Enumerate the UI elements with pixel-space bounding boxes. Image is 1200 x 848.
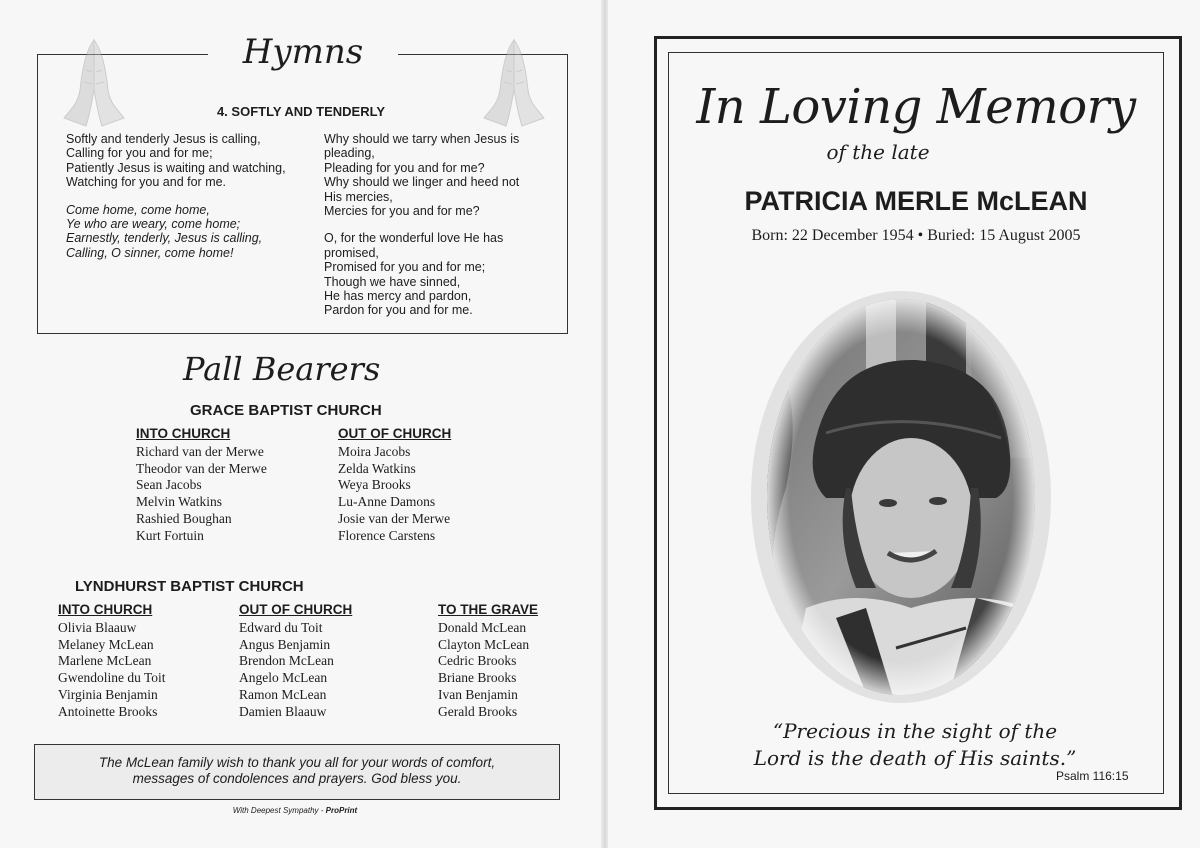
pall-bearer-name: Sean Jacobs — [136, 477, 202, 493]
pall-bearer-name: Melaney McLean — [58, 636, 154, 652]
credit-brand: ProPrint — [325, 806, 358, 815]
pall-bearer-name: Theodor van der Merwe — [136, 460, 267, 476]
hymn-verse: Come home, come home, Ye who are weary, come home; Earnestly, tenderly, Jesus is calling, Calling, O sinner, come home! — [66, 202, 263, 260]
thanks-message-box — [34, 744, 560, 800]
column-heading: OUT OF CHURCH — [338, 426, 452, 441]
pall-bearer-name: Gerald Brooks — [438, 703, 518, 719]
hymn-right-column — [324, 132, 556, 331]
pall-bearer-name: Virginia Benjamin — [58, 686, 158, 702]
pall-bearer-name: Brendon McLean — [239, 653, 334, 669]
pall-bearer-name: Damien Blaauw — [239, 703, 327, 719]
pall-bearer-name: Rashied Boughan — [136, 510, 232, 526]
pall-bearer-name: Clayton McLean — [438, 636, 530, 652]
pall-bearer-name: Donald McLean — [438, 619, 527, 635]
column-heading: INTO CHURCH — [58, 602, 153, 617]
lyndhurst-out-of-church-list — [239, 602, 352, 721]
pall-bearer-name: Zelda Watkins — [338, 460, 416, 476]
deceased-name: PATRICIA MERLE McLEAN — [744, 186, 1088, 216]
grace-church-heading: GRACE BAPTIST CHURCH — [190, 402, 382, 419]
hymn-verse: Why should we tarry when Jesus is pleading, Pleading for you and for me? Why should we linger and heed not His mercies, Mercies for you and for me? — [324, 132, 520, 219]
pall-bearer-name: Ramon McLean — [239, 686, 327, 702]
pall-bearer-name: Kurt Fortuin — [136, 527, 204, 543]
lyndhurst-into-church-list — [58, 602, 166, 721]
pall-bearer-name: Cedric Brooks — [438, 653, 517, 669]
quote-line: “Precious in the sight of the — [772, 719, 1058, 743]
grace-out-of-church-list — [338, 426, 451, 545]
pall-bearer-name: Marlene McLean — [58, 653, 152, 669]
in-loving-memory-title: In Loving Memory — [696, 79, 1136, 135]
pall-bearer-name: Olivia Blaauw — [58, 619, 137, 635]
pall-bearer-name: Florence Carstens — [338, 527, 436, 543]
pall-bearer-name: Gwendoline du Toit — [58, 670, 166, 686]
of-the-late-subtitle: of the late — [826, 140, 930, 164]
lyndhurst-church-heading: LYNDHURST BAPTIST CHURCH — [75, 578, 304, 595]
pall-bearer-name: Weya Brooks — [338, 477, 411, 493]
printer-credit — [0, 806, 590, 815]
pall-bearer-name: Richard van der Merwe — [136, 443, 264, 459]
thanks-line: The McLean family wish to thank you all for your words of comfort, — [98, 755, 496, 770]
scripture-quote — [700, 718, 1130, 772]
pall-bearer-name: Antoinette Brooks — [58, 703, 158, 719]
pall-bearer-name: Lu-Anne Damons — [338, 494, 436, 510]
birth-burial-dates: Born: 22 December 1954 • Buried: 15 August 2005 — [751, 227, 1081, 244]
pall-bearer-name: Angelo McLean — [239, 670, 328, 686]
quote-line: Lord is the death of His saints.” — [753, 746, 1077, 770]
thanks-line: messages of condolences and prayers. God bless you. — [132, 771, 462, 786]
pall-bearer-name: Moira Jacobs — [338, 443, 411, 459]
portrait-photo — [746, 288, 1056, 706]
psalm-reference: Psalm 116:15 — [1056, 769, 1129, 783]
pall-bearer-name: Briane Brooks — [438, 670, 517, 686]
pall-bearer-name: Melvin Watkins — [136, 494, 223, 510]
pall-bearer-name: Josie van der Merwe — [338, 510, 451, 526]
hymn-verse: Softly and tenderly Jesus is calling, Calling for you and for me; Patiently Jesus is waiting and watching, Watching for you and for me. — [66, 132, 286, 190]
pall-bearers-title: Pall Bearers — [183, 350, 381, 388]
hymn-verse: O, for the wonderful love He has promised, Promised for you and for me; Though we have sinned, He has mercy and pardon, Pardon for you and for me. — [324, 231, 504, 318]
hymn-number-title: 4. SOFTLY AND TENDERLY — [216, 104, 386, 119]
column-heading: OUT OF CHURCH — [239, 602, 353, 617]
pall-bearer-name: Edward du Toit — [239, 619, 323, 635]
pall-bearer-name: Ivan Benjamin — [438, 686, 518, 702]
lyndhurst-to-the-grave-list — [438, 602, 538, 721]
credit-prefix: With Deepest Sympathy - — [232, 806, 326, 815]
pall-bearer-name: Angus Benjamin — [239, 636, 331, 652]
column-heading: INTO CHURCH — [136, 426, 231, 441]
column-heading: TO THE GRAVE — [438, 602, 539, 617]
grace-into-church-list — [136, 426, 267, 545]
hymn-left-column — [66, 132, 306, 273]
hymns-title: Hymns — [208, 30, 398, 74]
